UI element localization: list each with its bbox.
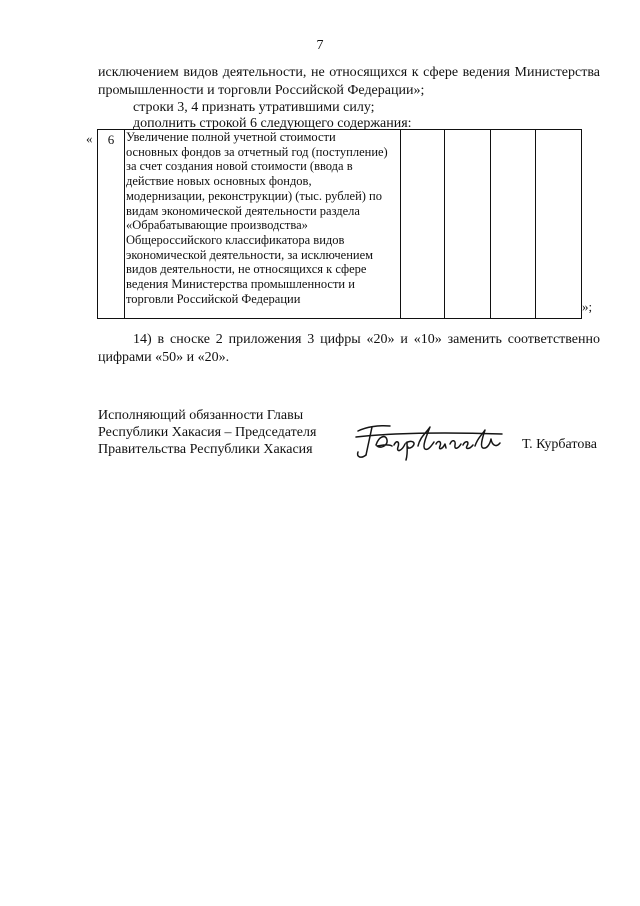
statistics-row-table [97,129,582,319]
description-line-6: видам экономической деятельности раздела [126,203,360,218]
description-line-2: основных фондов за отчетный год (поступление) [126,144,388,159]
description-line-7: «Обрабатывающие производства» [126,218,308,233]
description-line-5: модернизации, реконструкции) (тыс. рублей) по [126,188,382,203]
intro-line-2: промышленности и торговли Российской Федерации»; [98,83,425,98]
description-line-12: торговли Российской Федерации [126,291,301,306]
signer-title-line-1: Исполняющий обязанности Главы [98,408,304,423]
row-number-cell [98,130,125,319]
row-description-cell [125,130,401,319]
signer-title-line-3: Правительства Республики Хакасия [98,442,313,457]
description-line-1: Увеличение полной учетной стоимости [126,130,336,144]
description-line-4: действие новых основных фондов, [126,174,312,189]
empty-value-cell-1 [401,130,445,319]
description-line-3: за счет создания новой стоимости (ввода в [126,159,353,174]
paragraph-14-line-1: 14) в сноске 2 приложения 3 цифры «20» и «10» заменить соответственно [133,332,600,347]
empty-value-cell-3 [491,130,536,319]
instruction-line-1: строки 3, 4 признать утратившими силу; [133,100,375,115]
empty-value-cell-2 [445,130,491,319]
intro-line-1: исключением видов деятельности, не относящихся к сфере ведения Министерства [98,65,600,80]
signer-name: Т. Курбатова [522,437,597,452]
handwritten-signature [352,415,514,471]
table-open-quote: « [86,131,93,146]
table-row [98,130,582,319]
description-line-11: ведения Министерства промышленности и [126,277,355,292]
description-line-8: Общероссийского классификатора видов [126,232,345,247]
page-number: 7 [316,38,324,53]
row-number: 6 [107,132,115,147]
table-close-quote: »; [582,299,593,314]
paragraph-14-line-2: цифрами «50» и «20». [98,350,230,365]
instruction-line-2: дополнить строкой 6 следующего содержания: [133,116,412,131]
empty-value-cell-4 [536,130,582,319]
description-line-10: видов деятельности, не относящихся к сфере [126,262,367,277]
signer-title-line-2: Республики Хакасия – Председателя [98,425,317,440]
description-line-9: экономической деятельности, за исключением [126,247,374,262]
